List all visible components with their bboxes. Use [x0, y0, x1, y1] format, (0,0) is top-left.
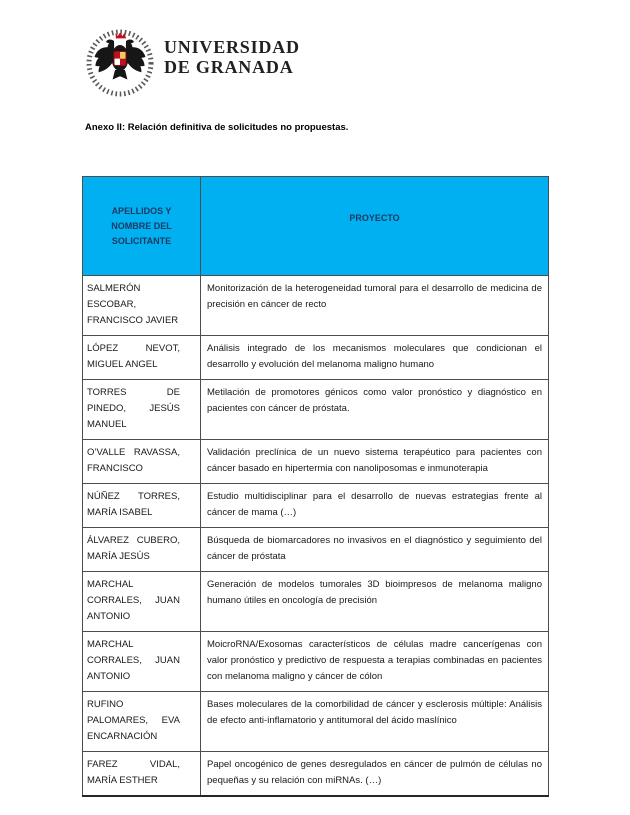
- project-title: Búsqueda de biomarcadores no invasivos en el diagnóstico y seguimiento del cáncer de próstata: [201, 528, 549, 572]
- project-title: Generación de modelos tumorales 3D bioimpresos de melanoma maligno humano útiles en oncología de precisión: [201, 572, 549, 632]
- table-row: [83, 380, 549, 440]
- table-row: [83, 440, 549, 484]
- university-seal-icon: [84, 27, 156, 99]
- university-wordmark: [164, 37, 300, 77]
- applicant-name: O’VALLE RAVASSA, FRANCISCO: [83, 440, 201, 484]
- applicant-name: MARCHAL CORRALES, JUAN ANTONIO: [83, 572, 201, 632]
- applicant-name: FAREZ VIDAL, MARÍA ESTHER: [83, 752, 201, 797]
- header-applicant: APELLIDOS Y NOMBRE DEL SOLICITANTE: [83, 177, 201, 276]
- applicant-name: ÁLVAREZ CUBERO, MARÍA JESÚS: [83, 528, 201, 572]
- table-header: [83, 177, 549, 276]
- university-name-line1: UNIVERSIDAD: [164, 37, 300, 57]
- project-title: Papel oncogénico de genes desregulados en cáncer de pulmón de células no pequeñas y su relación con miRNAs. (…): [201, 752, 549, 797]
- table-header-row: [83, 177, 549, 276]
- document-heading: Anexo II: Relación definitiva de solicitudes no propuestas.: [85, 122, 349, 133]
- project-title: MoicroRNA/Exosomas característicos de células madre cancerígenas con valor pronóstico y predictivo de respuesta a terapias combinadas en pacientes con melanoma maligno y cáncer de cólon: [201, 632, 549, 692]
- applicant-name: NÚÑEZ TORRES, MARÍA ISABEL: [83, 484, 201, 528]
- header-project: PROYECTO: [201, 177, 549, 276]
- project-title: Análisis integrado de los mecanismos moleculares que condicionan el desarrollo y evolución del melanoma maligno humano: [201, 336, 549, 380]
- applicant-name: LÓPEZ NEVOT, MIGUEL ANGEL: [83, 336, 201, 380]
- table-row: [83, 752, 549, 797]
- applicant-name: RUFINO PALOMARES, EVA ENCARNACIÓN: [83, 692, 201, 752]
- table-row: [83, 484, 549, 528]
- table-row: [83, 528, 549, 572]
- applicant-name: SALMERÓN ESCOBAR, FRANCISCO JAVIER: [83, 276, 201, 336]
- applicants-table: [82, 176, 549, 797]
- table-row: [83, 692, 549, 752]
- project-title: Monitorización de la heterogeneidad tumoral para el desarrollo de medicina de precisión en cáncer de recto: [201, 276, 549, 336]
- project-title: Bases moleculares de la comorbilidad de cáncer y esclerosis múltiple: Análisis de efecto anti-inflamatorio y antitumoral del ácido maslínico: [201, 692, 549, 752]
- project-title: Estudio multidisciplinar para el desarrollo de nuevas estrategias frente al cáncer de mama (…): [201, 484, 549, 528]
- applicant-name: TORRES DE PINEDO, JESÚS MANUEL: [83, 380, 201, 440]
- university-name-line2: DE GRANADA: [164, 57, 294, 77]
- university-logo: [84, 27, 300, 99]
- project-title: Validación preclínica de un nuevo sistema terapéutico para pacientes con cáncer basado en hipertermia con nanoliposomas e inmunoterapia: [201, 440, 549, 484]
- table-row: [83, 572, 549, 632]
- table-row: [83, 632, 549, 692]
- applicant-name: MARCHAL CORRALES, JUAN ANTONIO: [83, 632, 201, 692]
- table-row: [83, 336, 549, 380]
- project-title: Metilación de promotores génicos como valor pronóstico y diagnóstico en pacientes con cáncer de próstata.: [201, 380, 549, 440]
- table-row: [83, 276, 549, 336]
